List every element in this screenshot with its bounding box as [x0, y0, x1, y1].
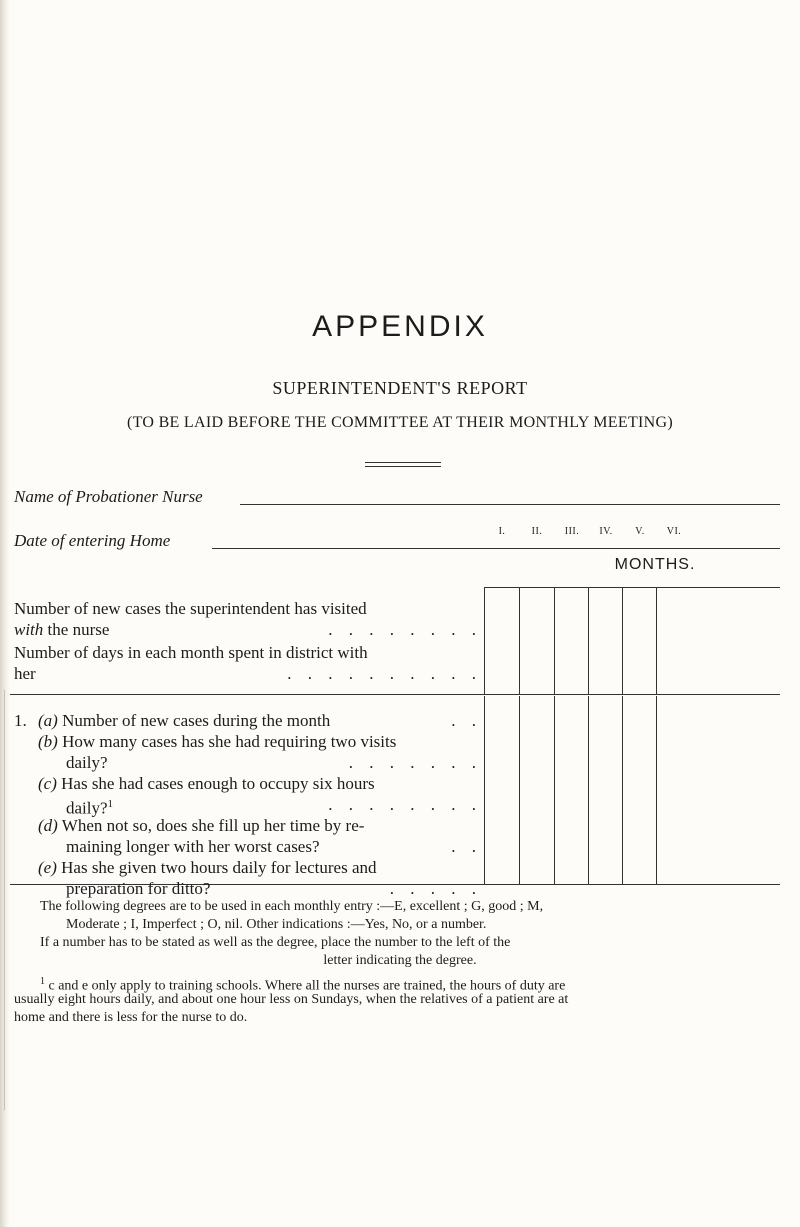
col-border-3 — [588, 587, 589, 694]
row-d-line1 — [38, 815, 364, 836]
col-head-iii: III. — [564, 526, 580, 537]
col-head-i: I. — [498, 526, 506, 537]
row-e-line2 — [66, 878, 482, 899]
row-b-line2 — [66, 752, 482, 773]
probationer-name-label: Name of Probationer Nurse — [14, 487, 203, 506]
probationer-name-line[interactable] — [240, 504, 780, 505]
entering-date-line[interactable] — [212, 548, 780, 549]
months-heading: MONTHS. — [614, 556, 696, 573]
leader-dots: . . . . . — [389, 879, 482, 898]
row-e-label: (e) — [38, 858, 57, 877]
row-b-text1: How many cases has she had requiring two visits — [62, 732, 397, 751]
row-visited-line2 — [14, 619, 482, 640]
entering-date-label: Date of entering Home — [14, 531, 171, 550]
col-head-ii: II. — [531, 526, 543, 537]
col-border-5 — [656, 587, 657, 694]
appendix-heading: APPENDIX — [312, 310, 488, 343]
s2-col-border-5 — [656, 696, 657, 884]
leader-dots: . . — [451, 837, 482, 856]
section-divider — [10, 694, 780, 695]
col-border-4 — [622, 587, 623, 694]
footnote-text1: c and e only apply to training schools. Where all the nurses are trained, the hours of duty are — [48, 978, 566, 994]
row-b-label: (b) — [38, 732, 58, 751]
col-head-v: V. — [635, 526, 645, 537]
s2-col-border-1 — [519, 696, 520, 884]
s2-col-border-3 — [588, 696, 589, 884]
row-e-text1: Has she given two hours daily for lectures and — [61, 858, 377, 877]
title-rule-top — [365, 462, 441, 463]
row-days-line2 — [14, 663, 482, 684]
row-c-text1: Has she had cases enough to occupy six hours — [61, 774, 375, 793]
footnote-line2: usually eight hours daily, and about one hour less on Sundays, when the relatives of a patient are at — [14, 992, 569, 1007]
row-c-label: (c) — [38, 774, 57, 793]
report-title: SUPERINTENDENT'S REPORT — [272, 378, 528, 398]
months-header-rule — [484, 587, 780, 588]
row-d-text1: When not so, does she fill up her time by re- — [61, 816, 365, 835]
col-border-2 — [554, 587, 555, 694]
row-d-label: (d) — [38, 816, 58, 835]
row-b-line1 — [38, 731, 396, 752]
leader-dots: . . . . . . . . — [328, 620, 482, 639]
s2-col-border-left — [484, 696, 485, 884]
row-e-text2: preparation for ditto? — [66, 879, 211, 898]
row-c-line1 — [38, 773, 375, 794]
report-note: (TO BE LAID BEFORE THE COMMITTEE AT THEIR MONTHLY MEETING) — [127, 414, 673, 431]
row-days-her: her — [14, 664, 36, 683]
row-c-text2: daily? — [66, 798, 108, 818]
col-head-iv: IV. — [599, 526, 613, 537]
col-border-left — [484, 587, 485, 694]
row-visited-nurse: the nurse — [47, 620, 110, 639]
degrees-line1: The following degrees are to be used in each monthly entry :—E, excellent ; G, good ; M, — [40, 899, 544, 914]
row-a-text: Number of new cases during the month — [62, 711, 331, 730]
row-d-line2 — [66, 836, 482, 857]
col-head-vi: VI. — [666, 526, 682, 537]
page-edge-line — [4, 690, 5, 1110]
row-b-text2: daily? — [66, 753, 108, 772]
degrees-line3: If a number has to be stated as well as the degree, place the number to the left of the — [40, 935, 511, 950]
row-c-footnote-mark: 1 — [107, 798, 114, 810]
leader-dots: . . . . . . . — [348, 753, 482, 772]
col-border-1 — [519, 587, 520, 694]
row-e-line1 — [38, 857, 377, 878]
row-a — [38, 710, 482, 731]
leader-dots: . . — [451, 711, 482, 730]
row-d-text2: maining longer with her worst cases? — [66, 837, 320, 856]
s2-col-border-4 — [622, 696, 623, 884]
leader-dots: . . . . . . . . — [328, 795, 482, 814]
leader-dots: . . . . . . . . . . — [287, 664, 482, 683]
degrees-line2: Moderate ; I, Imperfect ; O, nil. Other indications :—Yes, No, or a number. — [66, 917, 487, 932]
row-a-label: (a) — [38, 711, 58, 730]
section2-number: 1. — [14, 711, 27, 730]
s2-col-border-2 — [554, 696, 555, 884]
title-rule-bottom — [365, 466, 441, 467]
footnote-line3: home and there is less for the nurse to do. — [14, 1010, 248, 1025]
row-days-line1: Number of days in each month spent in district with — [14, 643, 368, 662]
page-edge-shadow — [0, 0, 10, 1227]
row-visited-line1: Number of new cases the superintendent has visited — [14, 599, 367, 618]
degrees-line4: letter indicating the degree. — [323, 953, 477, 968]
footnote-mark: 1 — [40, 976, 45, 987]
row-visited-with: with — [14, 620, 44, 639]
